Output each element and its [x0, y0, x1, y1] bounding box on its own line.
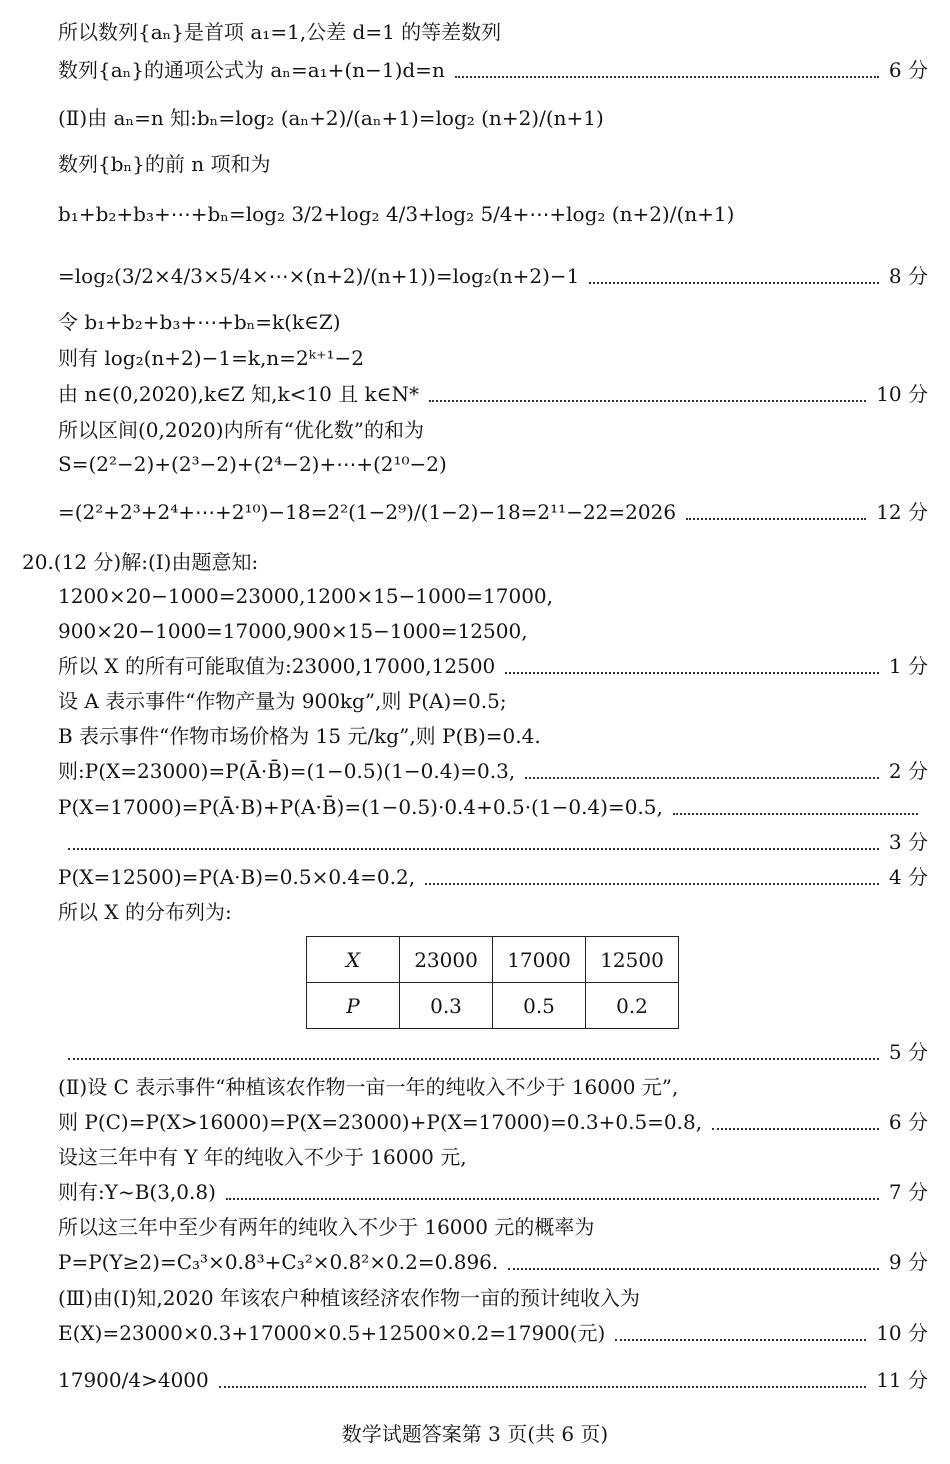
answer-line: 所以数列{aₙ}是首项 a₁=1,公差 d=1 的等差数列 — [58, 20, 502, 44]
score-mark: 11 分 — [876, 1368, 928, 1392]
dot-leader — [68, 1058, 879, 1060]
score-mark: 10 分 — [876, 382, 928, 406]
answer-line: 由 n∈(0,2020),k∈Z 知,k<10 且 k∈N* 10 分 — [58, 382, 928, 406]
dot-leader — [505, 672, 879, 674]
answer-line: 则:P(X=23000)=P(Ā·B̄)=(1−0.5)(1−0.4)=0.3, 2 分 — [58, 759, 928, 783]
answer-line — [58, 828, 928, 856]
dot-leader — [686, 518, 866, 520]
dot-leader — [226, 1198, 879, 1200]
table-cell: 12500 — [586, 937, 679, 983]
score-mark: 4 分 — [888, 865, 928, 889]
dot-leader — [712, 1128, 879, 1130]
answer-line: 数列{aₙ}的通项公式为 aₙ=a₁+(n−1)d=n 6 分 — [58, 58, 928, 82]
answer-line: S=(2²−2)+(2³−2)+(2⁴−2)+⋯+(2¹⁰−2) — [58, 452, 447, 476]
answer-line: 所以这三年中至少有两年的纯收入不少于 16000 元的概率为 — [58, 1215, 595, 1239]
question-heading: 20.(12 分)解:(Ⅰ)由题意知: — [22, 550, 259, 574]
answer-line: 所以 X 的所有可能取值为:23000,17000,12500 1 分 — [58, 654, 928, 678]
table-cell: 0.2 — [586, 983, 679, 1029]
table-cell: X — [307, 937, 400, 983]
answer-line: B 表示事件“作物市场价格为 15 元/kg”,则 P(B)=0.4. — [58, 724, 541, 748]
answer-line: P(X=12500)=P(A·B)=0.5×0.4=0.2, 4 分 — [58, 865, 928, 889]
table-row — [307, 983, 679, 1029]
dot-leader — [589, 282, 879, 284]
score-mark: 12 分 — [876, 500, 928, 524]
score-mark: 1 分 — [888, 654, 928, 678]
score-mark: 2 分 — [888, 759, 928, 783]
dot-leader — [673, 813, 918, 815]
answer-line: =log₂(3/2×4/3×5/4×⋯×(n+2)/(n+1))=log₂(n+2)−1 8 分 — [58, 264, 928, 288]
dot-leader — [425, 883, 879, 885]
answer-line: 900×20−1000=17000,900×15−1000=12500, — [58, 619, 528, 643]
answer-line: b₁+b₂+b₃+⋯+bₙ=log₂ 3/2+log₂ 4/3+log₂ 5/4+⋯+log₂ (n+2)/(n+1) — [58, 202, 735, 226]
answer-line: 设这三年中有 Y 年的纯收入不少于 16000 元, — [58, 1145, 467, 1169]
page-footer: 数学试题答案第 3 页(共 6 页) — [341, 1422, 609, 1446]
answer-line: (Ⅱ)设 C 表示事件“种植该农作物一亩一年的纯收入不少于 16000 元”, — [58, 1075, 679, 1099]
table-cell: 0.5 — [493, 983, 586, 1029]
score-mark: 6 分 — [888, 1110, 928, 1134]
score-mark: 6 分 — [888, 58, 928, 82]
distribution-table — [306, 936, 679, 1029]
answer-line: P(X=17000)=P(Ā·B)+P(A·B̄)=(1−0.5)·0.4+0.5·(1−0.4)=0.5, — [58, 793, 928, 821]
dot-leader — [455, 76, 879, 78]
dot-leader — [219, 1386, 866, 1388]
answer-line: 17900/4>4000 11 分 — [58, 1368, 928, 1392]
answer-line: 设 A 表示事件“作物产量为 900kg”,则 P(A)=0.5; — [58, 689, 507, 713]
answer-line: 则有:Y~B(3,0.8) 7 分 — [58, 1180, 928, 1204]
score-mark: 9 分 — [888, 1250, 928, 1274]
table-cell: 0.3 — [400, 983, 493, 1029]
score-mark: 5 分 — [888, 1040, 928, 1064]
answer-line: =(2²+2³+2⁴+⋯+2¹⁰)−18=2²(1−2⁹)/(1−2)−18=2¹¹−22=2026 12 分 — [58, 500, 928, 524]
answer-line: 1200×20−1000=23000,1200×15−1000=17000, — [58, 584, 553, 608]
dot-leader — [68, 848, 879, 850]
dot-leader — [615, 1339, 866, 1341]
table-cell: P — [307, 983, 400, 1029]
table-row — [307, 937, 679, 983]
table-cell: 23000 — [400, 937, 493, 983]
score-mark: 7 分 — [888, 1180, 928, 1204]
dot-leader — [525, 777, 879, 779]
dot-leader — [508, 1268, 879, 1270]
answer-line: 数列{bₙ}的前 n 项和为 — [58, 152, 271, 176]
answer-line: 所以区间(0,2020)内所有“优化数”的和为 — [58, 418, 425, 442]
answer-line: E(X)=23000×0.3+17000×0.5+12500×0.2=17900(元) 10 分 — [58, 1321, 928, 1345]
score-mark: 8 分 — [888, 264, 928, 288]
table-cell: 17000 — [493, 937, 586, 983]
answer-line: P=P(Y≥2)=C₃³×0.8³+C₃²×0.8²×0.2=0.896. 9 分 — [58, 1250, 928, 1274]
answer-line — [58, 1038, 928, 1066]
answer-line: 则有 log₂(n+2)−1=k,n=2ᵏ⁺¹−2 — [58, 346, 365, 370]
answer-line: (Ⅲ)由(Ⅰ)知,2020 年该农户种植该经济农作物一亩的预计纯收入为 — [58, 1286, 641, 1310]
answer-line: (Ⅱ)由 aₙ=n 知:bₙ=log₂ (aₙ+2)/(aₙ+1)=log₂ (n+2)/(n+1) — [58, 106, 604, 130]
score-mark: 3 分 — [888, 830, 928, 854]
score-mark: 10 分 — [876, 1321, 928, 1345]
answer-line: 所以 X 的分布列为: — [58, 900, 232, 924]
answer-line: 令 b₁+b₂+b₃+⋯+bₙ=k(k∈Z) — [58, 310, 341, 334]
dot-leader — [429, 400, 866, 402]
answer-line: 则 P(C)=P(X>16000)=P(X=23000)+P(X=17000)=0.3+0.5=0.8, 6 分 — [58, 1110, 928, 1134]
